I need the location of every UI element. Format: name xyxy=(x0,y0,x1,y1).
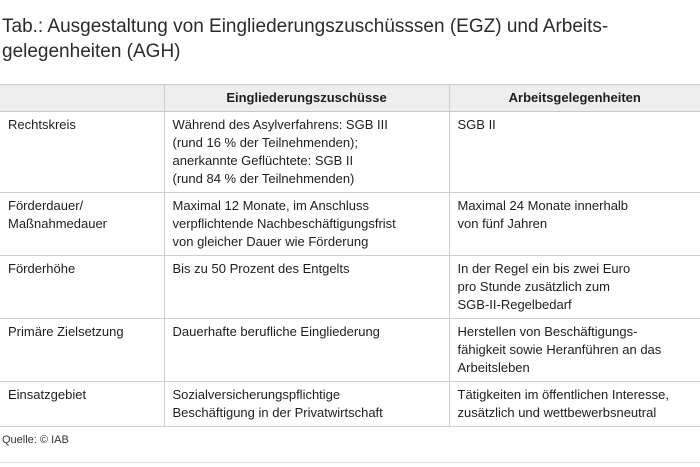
header-empty xyxy=(0,85,164,112)
agh-cell: Herstellen von Beschäftigungs- fähigkeit sowie Heranführen an das Arbeitsleben xyxy=(449,319,700,382)
agh-cell: In der Regel ein bis zwei Euro pro Stunde zusätzlich zum SGB-II-Regelbedarf xyxy=(449,256,700,319)
table-row xyxy=(0,193,700,256)
row-label: Förderhöhe xyxy=(0,256,164,319)
row-label: Rechtskreis xyxy=(0,112,164,193)
table-title: Tab.: Ausgestaltung von Eingliederungszuschüsssen (EGZ) und Arbeits- gelegenheiten (AGH) xyxy=(2,16,609,62)
egz-cell: Dauerhafte berufliche Eingliederung xyxy=(164,319,449,382)
egz-cell: Sozialversicherungspflichtige Beschäftigung in der Privatwirtschaft xyxy=(164,382,449,427)
table-row xyxy=(0,112,700,193)
agh-cell: SGB II xyxy=(449,112,700,193)
source-note: Quelle: © IAB xyxy=(2,434,69,446)
header-row xyxy=(0,85,700,112)
header-arbeitsgelegenheiten: Arbeitsgelegenheiten xyxy=(449,85,700,112)
header-eingliederungszuschuesse: Eingliederungszuschüsse xyxy=(164,85,449,112)
row-label: Förderdauer/ Maßnahmedauer xyxy=(0,193,164,256)
egz-cell: Während des Asylverfahrens: SGB III (rund 16 % der Teilnehmenden); anerkannte Geflüchtete: SGB II (rund 84 % der Teilnehmenden) xyxy=(164,112,449,193)
row-label: Primäre Zielsetzung xyxy=(0,319,164,382)
egz-cell: Bis zu 50 Prozent des Entgelts xyxy=(164,256,449,319)
table-row xyxy=(0,256,700,319)
agh-cell: Maximal 24 Monate innerhalb von fünf Jahren xyxy=(449,193,700,256)
table-row xyxy=(0,319,700,382)
comparison-table xyxy=(0,84,700,427)
egz-cell: Maximal 12 Monate, im Anschluss verpflichtende Nachbeschäftigungsfrist von gleicher Dauer wie Förderung xyxy=(164,193,449,256)
row-label: Einsatzgebiet xyxy=(0,382,164,427)
agh-cell: Tätigkeiten im öffentlichen Interesse, zusätzlich und wettbewerbsneutral xyxy=(449,382,700,427)
bottom-divider xyxy=(0,462,700,463)
table-row xyxy=(0,382,700,427)
